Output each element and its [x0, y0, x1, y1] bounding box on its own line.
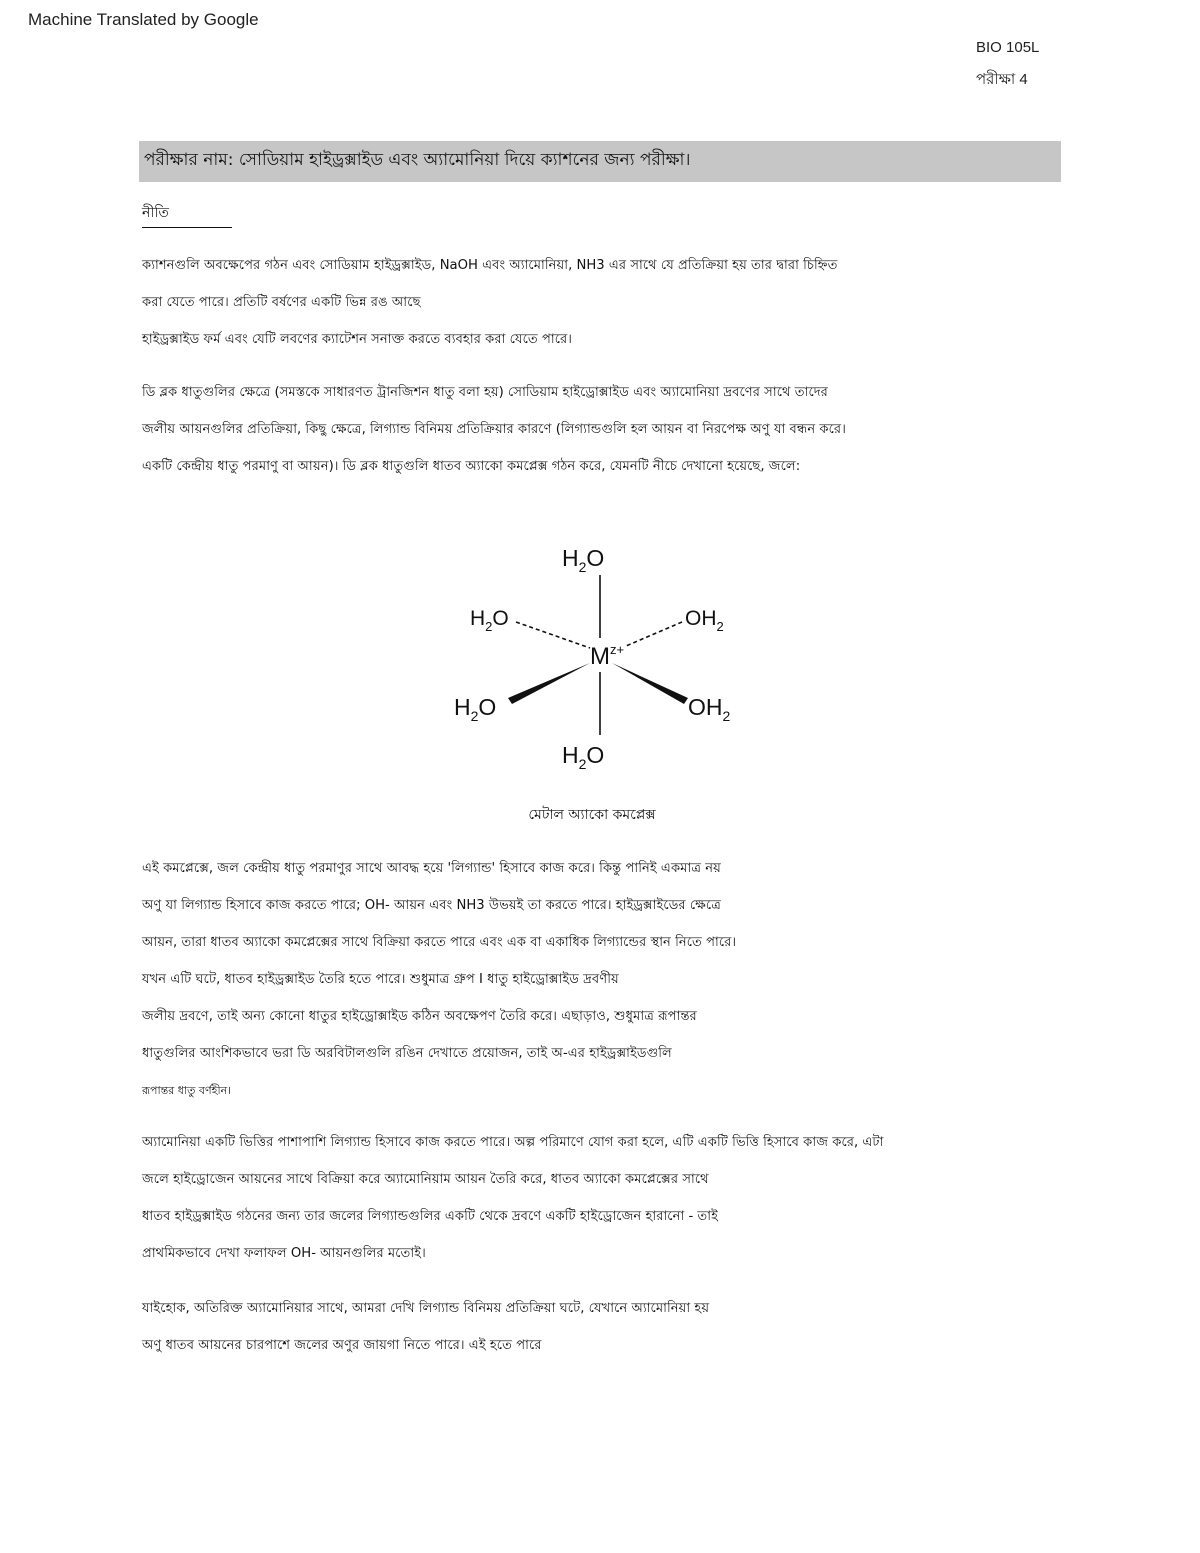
metal-center: $M^{z+}$: [590, 642, 625, 670]
paragraph-line: এই কমপ্লেক্সে, জল কেন্দ্রীয় ধাতু পরমাণুর সাথে আবদ্ধ হয়ে 'লিগ্যান্ড' হিসাবে কাজ করে। কিন্তু পানিই একমাত্র নয়: [142, 861, 721, 876]
paragraph-line: ধাতব হাইড্রক্সাইড গঠনের জন্য তার জলের লিগ্যান্ডগুলির একটি থেকে দ্রবণে একটি হাইড্রোজেন হারানো - তাই: [142, 1209, 718, 1224]
paragraph-line: অণু ধাতব আয়নের চারপাশে জলের অণুর জায়গা নিতে পারে। এই হতে পারে: [142, 1338, 542, 1353]
paragraph-line: হাইড্রক্সাইড ফর্ম এবং যেটি লবণের ক্যাটেশন সনাক্ত করতে ব্যবহার করা যেতে পারে।: [142, 332, 573, 347]
paragraph-line: প্রাথমিকভাবে দেখা ফলাফল OH- আয়নগুলির মতোই।: [142, 1246, 426, 1261]
paragraph-line: জলে হাইড্রোজেন আয়নের সাথে বিক্রিয়া করে অ্যামোনিয়াম আয়ন তৈরি করে, ধাতব অ্যাকো কমপ্লেক্সের সাথে: [142, 1172, 709, 1187]
paragraph-line: রূপান্তর ধাতু বর্ণহীন।: [142, 1084, 232, 1097]
ligand-bottom: $H_2O$: [562, 742, 605, 772]
course-header: [976, 38, 1039, 102]
paragraph-line: যাইহোক, অতিরিক্ত অ্যামোনিয়ার সাথে, আমরা দেখি লিগ্যান্ড বিনিময় প্রতিক্রিয়া ঘটে, যেখানে অ্যামোনিয়া হয়: [142, 1301, 710, 1316]
paragraph-4: [142, 1133, 1072, 1281]
course-code: BIO 105L: [976, 39, 1040, 56]
paragraph-line: অণু যা লিগ্যান্ড হিসাবে কাজ করতে পারে; OH- আয়ন এবং NH3 উভয়ই তা করতে পারে। হাইড্রক্সাইডের ক্ষেত্রে: [142, 898, 721, 913]
ligand-back-right: $OH_2$: [685, 607, 724, 634]
figure-caption: মেটাল অ্যাকো কমপ্লেক্স: [528, 807, 656, 823]
section-heading-principle: নীতি: [142, 201, 232, 228]
ligand-back-left: $H_2O$: [470, 607, 509, 634]
ligand-top: $H_2O$: [562, 545, 605, 575]
paragraph-line: একটি কেন্দ্রীয় ধাতু পরমাণু বা আয়ন)। ডি ব্লক ধাতুগুলি ধাতব অ্যাকো কমপ্লেক্স গঠন করে, যেমনটি নীচে দেখানো হয়েছে, জলে:: [142, 459, 801, 474]
paragraph-line: ধাতুগুলির আংশিকভাবে ভরা ডি অরবিটালগুলি রঙিন দেখাতে প্রয়োজন, তাই অ-এর হাইড্রক্সাইডগুলি: [142, 1046, 672, 1061]
bond-wedge-front-left: [508, 663, 590, 704]
machine-translation-watermark: Machine Translated by Google: [28, 10, 259, 29]
ligand-front-right: $OH_2$: [688, 694, 731, 724]
bond-back-right: [626, 622, 682, 646]
paragraph-1: [142, 256, 1072, 367]
paragraph-line: আয়ন, তারা ধাতব অ্যাকো কমপ্লেক্সের সাথে বিক্রিয়া করতে পারে এবং এক বা একাধিক লিগ্যান্ডের স্থান নিতে পারে।: [142, 935, 737, 950]
paragraph-line: করা যেতে পারে। প্রতিটি বর্ষণের একটি ভিন্ন রঙ আছে: [142, 295, 421, 310]
paragraph-2: [142, 383, 1072, 494]
paragraph-3: [142, 859, 1072, 1118]
paragraph-line: ডি ব্লক ধাতুগুলির ক্ষেত্রে (সমস্তকে সাধারণত ট্রানজিশন ধাতু বলা হয়) সোডিয়াম হাইড্রোক্সাইড এবং অ্যামোনিয়া দ্রবণের সাথে তাদের: [142, 385, 828, 400]
paragraph-line: জলীয় দ্রবণে, তাই অন্য কোনো ধাতুর হাইড্রোক্সাইড কঠিন অবক্ষেপণ তৈরি করে। এছাড়াও, শুধুমাত্র রূপান্তর: [142, 1009, 697, 1024]
paragraph-line: অ্যামোনিয়া একটি ভিত্তির পাশাপাশি লিগ্যান্ড হিসাবে কাজ করতে পারে। অল্প পরিমাণে যোগ করা হলে, এটি একটি ভিত্তি হিসাবে কাজ করে, এটা: [142, 1135, 884, 1150]
metal-aquo-complex-diagram: [430, 530, 770, 780]
paragraph-line: জলীয় আয়নগুলির প্রতিক্রিয়া, কিছু ক্ষেত্রে, লিগ্যান্ড বিনিময় প্রতিক্রিয়ার কারণে (লিগ্যান্ডগুলি হল আয়ন বা নিরপেক্ষ অণু যা বন্ধন করে।: [142, 422, 846, 437]
paragraph-line: যখন এটি ঘটে, ধাতব হাইড্রক্সাইড তৈরি হতে পারে। শুধুমাত্র গ্রুপ I ধাতু হাইড্রোক্সাইড দ্রবণীয়: [142, 972, 619, 987]
experiment-title: পরীক্ষার নাম: সোডিয়াম হাইড্রক্সাইড এবং অ্যামোনিয়া দিয়ে ক্যাশনের জন্য পরীক্ষা।: [139, 141, 1061, 182]
bond-wedge-front-right: [612, 663, 688, 704]
paragraph-line: ক্যাশনগুলি অবক্ষেপের গঠন এবং সোডিয়াম হাইড্রক্সাইড, NaOH এবং অ্যামোনিয়া, NH3 এর সাথে যে প্রতিক্রিয়া হয় তার দ্বারা চিহ্নিত: [142, 258, 838, 273]
bond-back-left: [516, 622, 590, 648]
lab-number: পরীক্ষা 4: [976, 71, 1028, 88]
paragraph-5: [142, 1299, 1072, 1373]
ligand-front-left: $H_2O$: [454, 694, 497, 724]
